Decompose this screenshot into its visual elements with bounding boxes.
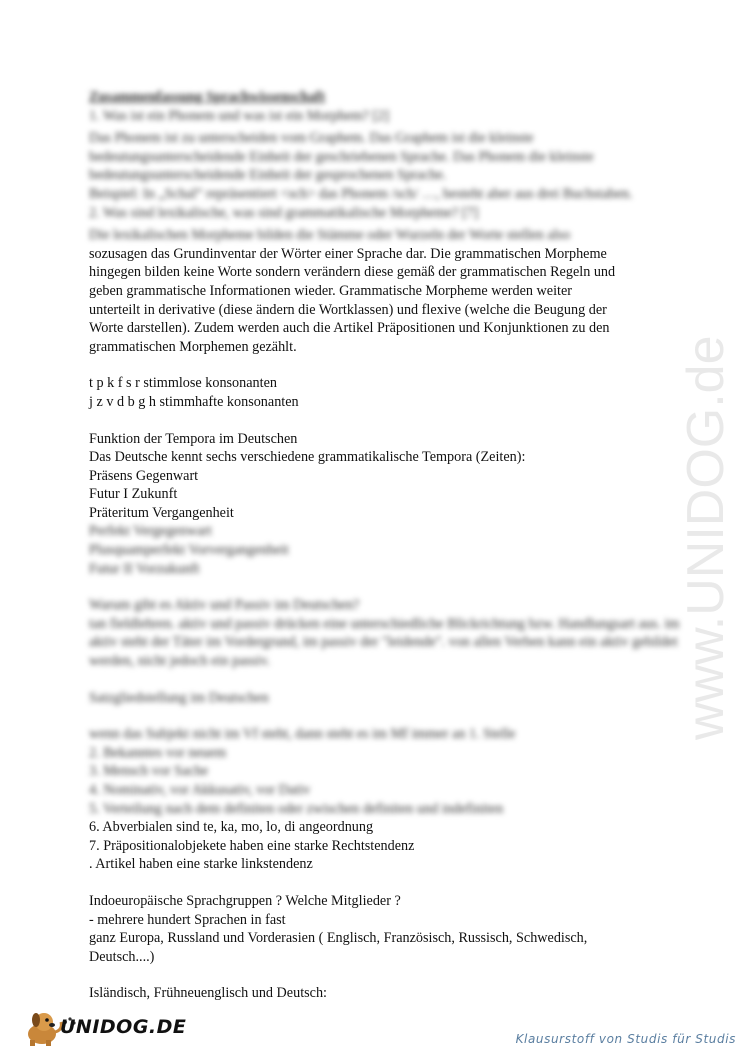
tempora-item: Präteritum Vergangenheit [89,504,234,521]
tempora-item: Futur I Zukunft [89,486,178,503]
document-body [89,88,689,1003]
blurred-aktiv-question: Warum gibt es Aktiv und Passiv im Deutschen? [89,597,360,614]
blurred-paragraph-3: Die lexikalischen Morpheme bilden die Stämme oder Wurzeln der Worte stellen also [89,227,571,244]
blurred-aktiv-answer: tan fieldlehren. aktiv und passiv drücken eine unterschiedliche Blickrichtung bzw. Handlungsart aus. im aktiv steht der Täter im Vordergrund, im passiv der "leidende". von allen Verben kann ein aktiv gebildet werden, nicht jedoch ein passiv. [89,615,680,670]
text-line: sozusagen das Grundinventar der Wörter einer Sprache dar. Die grammatischen Morpheme [89,245,607,262]
blurred-satz-item: 4. Nominativ, vor Akkusativ, vor Dativ [89,782,311,798]
blurred-satz-item: wenn das Subjekt nicht im Vf steht, dann steht es im Mf immer an 1. Stelle [89,726,516,743]
text-line: geben grammatische Informationen wieder. Grammatische Morpheme werden weiter [89,282,572,299]
blurred-paragraph-2: Beispiel: In „Schal“ repräsentiert <sch> das Phonem /sch/ …, besteht aber aus drei Buchstaben. [89,185,633,202]
indo-line: Deutsch....) [89,948,155,965]
consonants-voiced: j z v d b g h stimmhafte konsonanten [89,393,299,410]
satz-item: 6. Abverbialen sind te, ka, mo, lo, di angeordnung [89,819,374,836]
blurred-section-top [89,88,689,245]
indo-line: ganz Europa, Russland und Vorderasien ( Englisch, Französisch, Russisch, Schwedisch, [89,930,588,947]
footer-tagline: Klausurstoff von Studis für Studis [515,1032,736,1046]
tempora-item: Präsens Gegenwart [89,467,199,484]
watermark [676,300,736,740]
blurred-tempora-item: Perfekt Vergegenwart [89,523,212,540]
morpheme-paragraph [89,245,689,357]
blurred-satz-item: 5. Verteilung nach dem definiten oder zwischen definiten und indefiniten [89,800,504,817]
indo-question: Indoeuropäische Sprachgruppen ? Welche Mitglieder ? [89,892,401,909]
text-line: Worte darstellen). Zudem werden auch die Artikel Präpositionen und Konjunktionen zu den [89,320,610,337]
blurred-paragraph-1: Das Phonem ist zu unterscheiden vom Graphem. Das Graphem ist die kleinste bedeutungsunterscheidende Einheit der geschriebenen Sprache. Das Phonem die kleinste bedeutungsunterscheidende Einheit der gesprochenen Sprache. [89,130,594,184]
indo-line: Isländisch, Frühneuenglisch und Deutsch: [89,985,327,1002]
text-line: hingegen bilden keine Worte sondern verändern diese gemäß der grammatischen Regeln und [89,264,616,281]
blurred-satz-item: 3. Mensch vor Sache [89,763,208,780]
consonants-voiceless: t p k f s r stimmlose konsonanten [89,375,277,392]
logo-text[interactable]: UNIDOG.DE [60,1016,187,1038]
watermark-text: www.UNIDOG.de [677,335,735,740]
text-line: unterteilt in derivative (diese ändern die Wortklassen) und flexive (welche die Beugung der [89,301,607,318]
blurred-question-1: 1. Was ist ein Phonem und was ist ein Morphem? [2] [89,107,390,124]
blurred-title: Zusammenfassung Sprachwissenschaft [89,89,326,105]
satz-item: . Artikel haben eine starke linkstendenz [89,856,313,873]
tempora-intro: Das Deutsche kennt sechs verschiedene grammatikalische Tempora (Zeiten): [89,449,526,466]
blurred-tempora-item: Plusquamperfekt Vorvergangenheit [89,542,289,559]
text-line: grammatischen Morphemen gezählt. [89,338,297,355]
satz-item: 7. Präpositionalobjekete haben eine starke Rechtstendenz [89,837,415,854]
tempora-heading: Funktion der Tempora im Deutschen [89,430,298,447]
blurred-satz-item: 2. Bekanntes vor neuem [89,744,227,761]
indo-line: - mehrere hundert Sprachen in fast [89,911,286,928]
blurred-section-middle [89,522,689,818]
blurred-tempora-item: Futur II Vorzukunft [89,560,200,577]
blurred-question-2: 2. Was sind lexikalische, was sind grammatikalische Morpheme? [7] [89,204,479,221]
blurred-satz-heading: Satzgliedstellung im Deutschen [89,689,269,706]
